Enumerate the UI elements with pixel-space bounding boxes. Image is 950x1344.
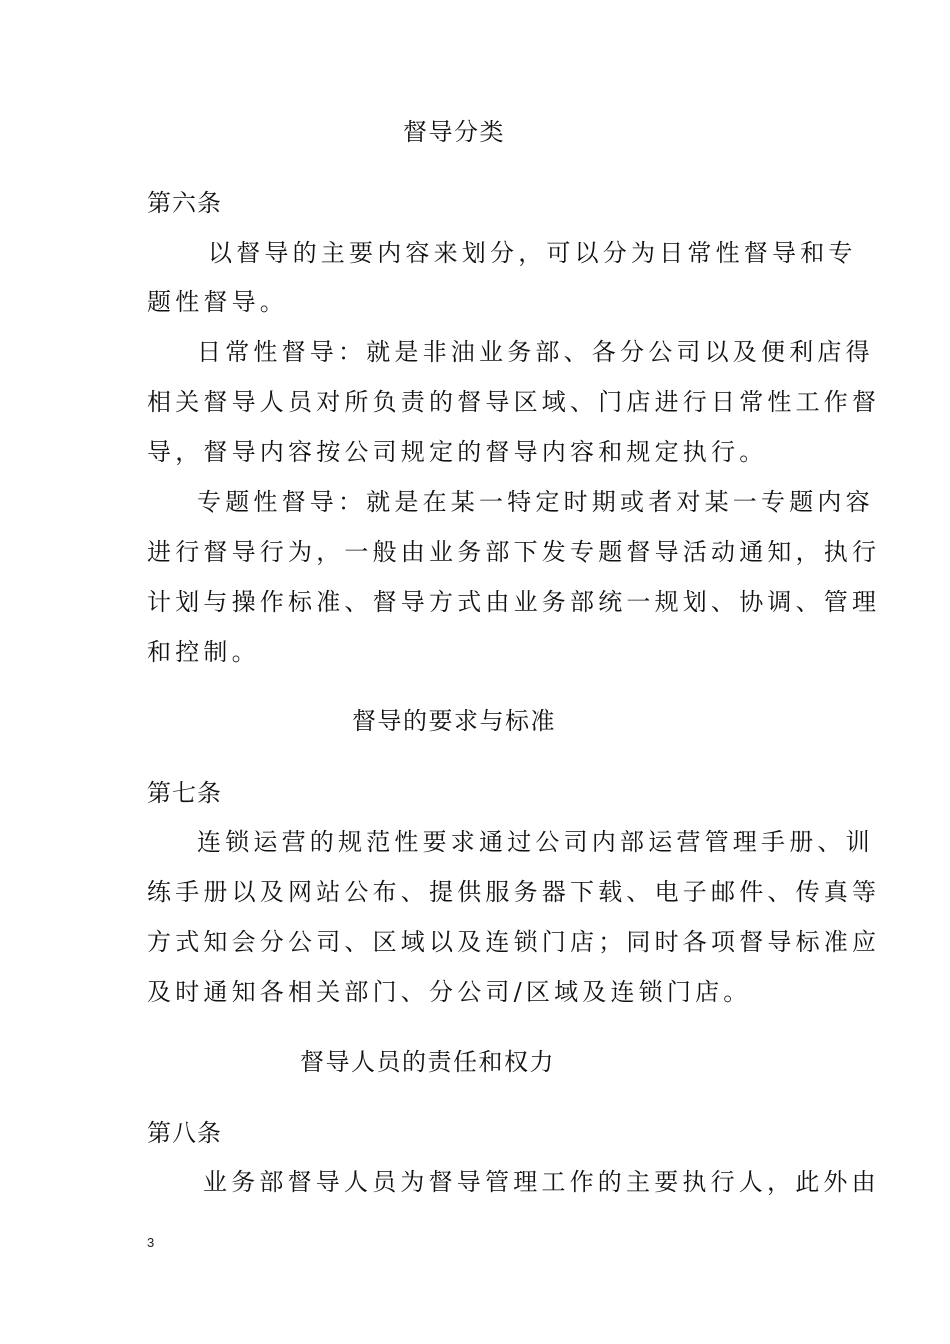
- section-heading: 督导分类: [403, 118, 505, 146]
- paragraph-line: 方式知会分公司、区域以及连锁门店；同时各项督导标准应: [147, 928, 881, 956]
- paragraph-line: 练手册以及网站公布、提供服务器下载、电子邮件、传真等: [147, 878, 881, 906]
- article-label: 第八条: [147, 1119, 222, 1147]
- paragraph-line: 以督导的主要内容来划分，可以分为日常性督导和专: [208, 239, 857, 267]
- page-number: 3: [147, 1235, 155, 1250]
- article-label: 第七条: [147, 779, 222, 807]
- paragraph-line: 导，督导内容按公司规定的督导内容和规定执行。: [147, 438, 768, 466]
- section-heading: 督导的要求与标准: [352, 707, 556, 735]
- paragraph-line: 及时通知各相关部门、分公司/区域及连锁门店。: [147, 978, 752, 1006]
- paragraph-line: 计划与操作标准、督导方式由业务部统一规划、协调、管理: [147, 588, 881, 616]
- paragraph-line: 进行督导行为，一般由业务部下发专题督导活动通知，执行: [147, 538, 881, 566]
- paragraph-line: 和控制。: [147, 638, 260, 666]
- paragraph-line: 日常性督导：就是非油业务部、各分公司以及便利店得: [197, 338, 874, 366]
- paragraph-line: 连锁运营的规范性要求通过公司内部运营管理手册、训: [197, 828, 874, 856]
- paragraph-line: 题性督导。: [147, 288, 288, 316]
- paragraph-line: 相关督导人员对所负责的督导区域、门店进行日常性工作督: [147, 388, 881, 416]
- paragraph-line: 专题性督导：就是在某一特定时期或者对某一专题内容: [197, 488, 874, 516]
- article-label: 第六条: [147, 189, 222, 217]
- paragraph-line: 业务部督导人员为督导管理工作的主要执行人，此外由: [203, 1168, 880, 1196]
- section-heading: 督导人员的责任和权力: [300, 1048, 555, 1076]
